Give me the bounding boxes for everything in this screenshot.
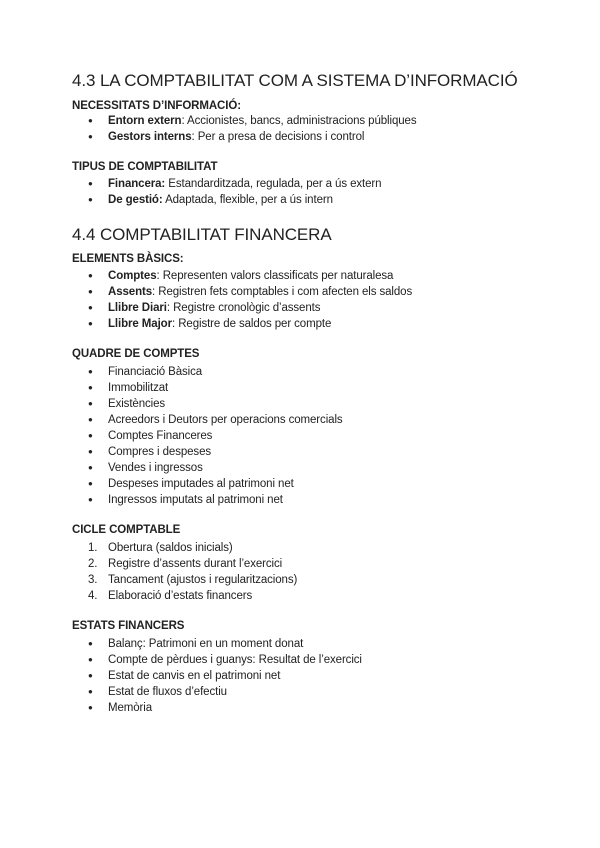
item-separator: :	[171, 318, 179, 330]
list-item: ● Immobilitzat	[72, 380, 343, 396]
types-heading: TIPUS DE COMPTABILITAT	[72, 161, 218, 173]
list-item: ● Balanç: Patrimoni en un moment donat	[72, 636, 362, 652]
item-text: Tancament (ajustos i regularitzacions)	[108, 574, 298, 586]
financial-statements-heading: ESTATS FINANCERS	[72, 620, 185, 632]
item-separator: :	[181, 115, 188, 127]
list-item	[72, 284, 412, 300]
item-term: De gestió:	[108, 194, 163, 206]
section-4-3-title: 4.3 LA COMPTABILITAT COM A SISTEMA D’INFORMACIÓ	[72, 71, 518, 90]
item-description: Adaptada, flexible, per a ús intern	[165, 194, 333, 206]
list-item	[72, 268, 412, 284]
list-item: ● Despeses imputades al patrimoni net	[72, 476, 343, 492]
list-item: ● Estat de canvis en el patrimoni net	[72, 668, 362, 684]
item-number: 4.	[88, 590, 98, 602]
item-term: Gestors interns	[108, 131, 192, 143]
accounting-cycle-heading: CICLE COMPTABLE	[72, 524, 181, 536]
item-text: Obertura (saldos inicials)	[108, 542, 233, 554]
elements-list	[72, 268, 412, 332]
list-item: ● Estat de fluxos d’efectiu	[72, 684, 362, 700]
financial-statements-list	[72, 636, 362, 716]
item-number: 2.	[88, 558, 98, 570]
item-term: Entorn extern	[108, 115, 182, 127]
item-term: Assents	[108, 286, 153, 298]
item-description: Per a presa de decisions i control	[197, 131, 365, 143]
accounting-cycle-list	[72, 540, 297, 604]
list-item	[72, 176, 381, 192]
list-item: ● Compres i despeses	[72, 444, 343, 460]
list-item	[72, 316, 412, 332]
item-separator: :	[152, 286, 159, 298]
item-separator: :	[156, 270, 163, 282]
list-item	[72, 588, 297, 604]
item-separator: :	[191, 131, 198, 143]
item-description: Registre cronològic d’assents	[173, 302, 321, 314]
list-item	[72, 540, 297, 556]
item-description: Estandarditzada, regulada, per a ús extern	[168, 178, 382, 190]
list-item	[72, 556, 297, 572]
needs-list	[72, 113, 417, 145]
list-item: ● Memòria	[72, 700, 362, 716]
item-term: Llibre Diari	[108, 302, 167, 314]
item-description: Registren fets comptables i com afecten els saldos	[158, 286, 413, 298]
item-number: 1.	[88, 542, 98, 554]
list-item: ● Vendes i ingressos	[72, 460, 343, 476]
item-description: Accionistes, bancs, administracions públiques	[187, 115, 417, 127]
chart-of-accounts-list	[72, 364, 343, 508]
item-description: Representen valors classificats per naturalesa	[162, 270, 394, 282]
section-4-4-title: 4.4 COMPTABILITAT FINANCERA	[72, 225, 332, 244]
types-list	[72, 176, 381, 208]
item-term: Financera:	[108, 178, 166, 190]
needs-heading: NECESSITATS D’INFORMACIÓ:	[72, 100, 241, 112]
list-item	[72, 129, 417, 145]
list-item: ● Comptes Financeres	[72, 428, 343, 444]
item-term: Llibre Major	[108, 318, 172, 330]
list-item: ● Financiació Bàsica	[72, 364, 343, 380]
list-item	[72, 192, 381, 208]
list-item: ● Compte de pèrdues i guanys: Resultat de l’exercici	[72, 652, 362, 668]
list-item: ● Ingressos imputats al patrimoni net	[72, 492, 343, 508]
item-description: Registre de saldos per compte	[178, 318, 332, 330]
item-separator: :	[166, 302, 174, 314]
list-item	[72, 572, 297, 588]
item-text: Elaboració d’estats financers	[108, 590, 253, 602]
list-item	[72, 300, 412, 316]
list-item	[72, 113, 417, 129]
elements-heading: ELEMENTS BÀSICS:	[72, 253, 184, 265]
chart-of-accounts-heading: QUADRE DE COMPTES	[72, 348, 200, 360]
list-item: ● Existències	[72, 396, 343, 412]
item-term: Comptes	[108, 270, 157, 282]
item-number: 3.	[88, 574, 98, 586]
item-text: Registre d’assents durant l’exercici	[108, 558, 283, 570]
list-item: ● Acreedors i Deutors per operacions comercials	[72, 412, 343, 428]
